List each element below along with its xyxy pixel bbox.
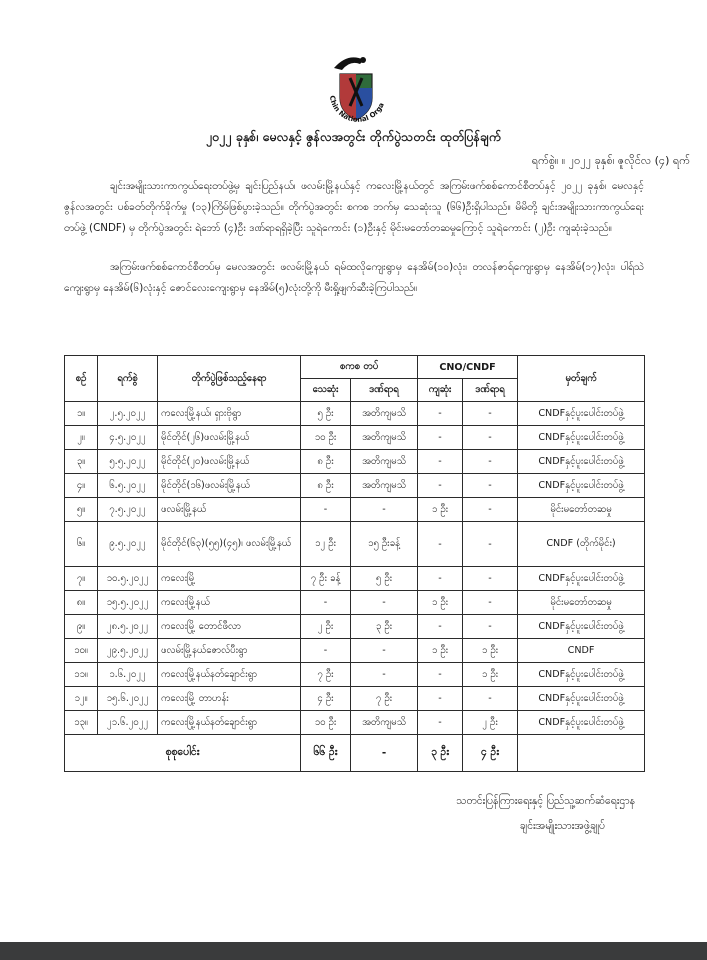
cell-no: ၈။ <box>65 591 98 615</box>
cell-location: ကလေးမြို့နယ် <box>158 591 301 615</box>
cell-no: ၉။ <box>65 615 98 639</box>
paragraph-2: အကြမ်းဖက်စစ်ကောင်စီတပ်မှ မေလအတွင်း ဖလမ်းမြို့နယ် ရမ်ထလိုကျေးရွာမှ နေအိမ်(၁၀)လုံး၊ တလန်ဇာရ်ကျေးရွာမှ နေအိမ်(၁၇)လုံး၊ ပါရ်သဲကျေးရွာမှ နေအိမ်(၆)လုံးနှင့် ဇောင်လေးကျေးရွာမှ နေအိမ်(၅)လုံးတို့ကို မီးရှို့ဖျက်ဆီးခဲ့ကြပါသည်။ <box>64 261 644 294</box>
cell-cndf-killed: ၁ ဦး <box>418 591 463 615</box>
cell-cndf-injured: - <box>463 426 518 450</box>
cell-date: ၂၉.၅.၂၀၂၂ <box>98 639 158 663</box>
cell-cndf-killed: - <box>418 663 463 687</box>
paragraph-1: ချင်းအမျိုးသားကာကွယ်ရေးတပ်ဖွဲ့မှ ချင်းပြည်နယ်၊ ဖလမ်းမြို့နယ်နှင့် ကလေးမြို့နယ်တွင် အကြမ်းဖက်စစ်ကောင်စီတပ်နှင့် ၂၀၂၂ ခုနှစ်၊ မေလနှင့် ဇွန်လအတွင်း ပစ်ခတ်တိုက်ခိုက်မှု (၁၃)ကြိမ်ဖြစ်ပွားခဲ့သည်။ တိုက်ပွဲအတွင်း စကစ ဘက်မှ သေဆုံးသူ (၆၆)ဦးရှိပါသည်။ မိမိတို့ ချင်းအမျိုးသားကာကွယ်ရေးတပ်ဖွဲ့ (CNDF) မှ တိုက်ပွဲအတွင်း ရဲဘော် (၄)ဦး ဒဏ်ရာရရှိခဲ့ပြီး သူရဲကောင်း (၁)ဦးနှင့် မိုင်းမတော်တဆမှုကြောင့် သူရဲကောင်း (၂)ဦး ကျဆုံးခဲ့သည်။ <box>64 180 644 234</box>
table-header-row <box>65 356 645 379</box>
cell-location: ကလေးမြို့နယ်၊ ရှားဗိုရွာ <box>158 402 301 426</box>
header-sac: စကစ တပ် <box>301 356 418 379</box>
cell-cndf-killed: ၁ ဦး <box>418 639 463 663</box>
total-label: စုစုပေါင်း <box>65 735 301 772</box>
cell-remarks: CNDF (တိုက်မိုင်း) <box>518 522 645 567</box>
cell-location: ဖလမ်းမြို့နယ် <box>158 498 301 522</box>
cell-remarks: CNDFနှင့်ပူးပေါင်းတပ်ဖွဲ့ <box>518 474 645 498</box>
cell-cndf-injured: - <box>463 498 518 522</box>
cell-cndf-killed: - <box>418 567 463 591</box>
cell-no: ၁၀။ <box>65 639 98 663</box>
table-total-row <box>65 735 645 772</box>
cell-remarks: CNDFနှင့်ပူးပေါင်းတပ်ဖွဲ့ <box>518 687 645 711</box>
cell-sac-injured: အတိကျမသိ <box>351 426 418 450</box>
cell-no: ၁၂။ <box>65 687 98 711</box>
cell-cndf-killed: - <box>418 615 463 639</box>
total-remarks <box>518 735 645 772</box>
table-row <box>65 567 645 591</box>
cell-sac-injured: ၁၅ ဦးခန့် <box>351 522 418 567</box>
cell-sac-injured: ၇ ဦး <box>351 687 418 711</box>
cell-cndf-injured: ၁ ဦး <box>463 663 518 687</box>
cell-sac-injured: - <box>351 639 418 663</box>
table-row <box>65 663 645 687</box>
battle-report-table <box>64 355 645 772</box>
table-row <box>65 639 645 663</box>
cell-remarks: CNDFနှင့်ပူးပေါင်းတပ်ဖွဲ့ <box>518 402 645 426</box>
cell-cndf-injured: - <box>463 687 518 711</box>
cell-date: ၂၈.၅.၂၀၂၂ <box>98 615 158 639</box>
chin-national-organization-emblem <box>314 48 398 132</box>
cell-date: ၅.၅.၂၀၂၂ <box>98 450 158 474</box>
table-row <box>65 498 645 522</box>
table-row <box>65 426 645 450</box>
cell-no: ၁၃။ <box>65 711 98 735</box>
cell-location: ကလေးမြို့နယ်နတ်ချောင်းရွာ <box>158 663 301 687</box>
table-row <box>65 474 645 498</box>
organization-logo <box>314 48 398 132</box>
cell-cndf-killed: - <box>418 426 463 450</box>
cell-sac-injured: - <box>351 498 418 522</box>
signature-department: သတင်းပြန်ကြားရေးနှင့် ပြည်သူ့ဆက်ဆံရေးဌာန <box>456 795 635 807</box>
header-cndf-killed: ကျဆုံး <box>418 379 463 402</box>
total-sac-injured: - <box>351 735 418 772</box>
cell-date: ၂.၅.၂၀၂၂ <box>98 402 158 426</box>
cell-sac-dead: ၅ ဦး <box>301 402 351 426</box>
cell-cndf-injured: - <box>463 474 518 498</box>
cell-cndf-injured: - <box>463 591 518 615</box>
cell-date: ၁၅.၆.၂၀၂၂ <box>98 687 158 711</box>
cell-cndf-killed: - <box>418 522 463 567</box>
cell-sac-dead: ၁၀ ဦး <box>301 711 351 735</box>
table-row <box>65 711 645 735</box>
cell-cndf-killed: - <box>418 402 463 426</box>
table-row <box>65 522 645 567</box>
cell-no: ၄။ <box>65 474 98 498</box>
cell-date: ၂၁.၆.၂၀၂၂ <box>98 711 158 735</box>
cell-remarks: မိုင်းမတော်တဆမှု <box>518 498 645 522</box>
cell-sac-dead: ၂ ဦး <box>301 615 351 639</box>
cell-date: ၄.၅.၂၀၂၂ <box>98 426 158 450</box>
cell-sac-dead: ၄ ဦး <box>301 687 351 711</box>
cell-cndf-injured: - <box>463 567 518 591</box>
cell-sac-injured: အတိကျမသိ <box>351 450 418 474</box>
cell-location: ကလေးမြို့ တာဟန်း <box>158 687 301 711</box>
header-location: တိုက်ပွဲဖြစ်သည့်နေရာ <box>158 356 301 402</box>
table-row <box>65 402 645 426</box>
cell-cndf-injured: ၁ ဦး <box>463 639 518 663</box>
bottom-bar <box>0 942 707 960</box>
header-cndf: CNO/CNDF <box>418 356 518 379</box>
cell-date: ၁၀.၅.၂၀၂၂ <box>98 567 158 591</box>
cell-cndf-injured: - <box>463 450 518 474</box>
cell-remarks: မိုင်းမတော်တဆမှု <box>518 591 645 615</box>
cell-remarks: CNDFနှင့်ပူးပေါင်းတပ်ဖွဲ့ <box>518 663 645 687</box>
cell-cndf-injured: - <box>463 522 518 567</box>
header-sac-injured: ဒဏ်ရာရ <box>351 379 418 402</box>
cell-location: ကလေးမြို့ <box>158 567 301 591</box>
cell-sac-dead: ၇ ဦး ခန့် <box>301 567 351 591</box>
header-remarks: မှတ်ချက် <box>518 356 645 402</box>
total-cndf-killed: ၃ ဦး <box>418 735 463 772</box>
cell-no: ၂။ <box>65 426 98 450</box>
cell-no: ၃။ <box>65 450 98 474</box>
cell-no: ၆။ <box>65 522 98 567</box>
cell-sac-injured: - <box>351 663 418 687</box>
cell-date: ၆.၅.၂၀၂၂ <box>98 474 158 498</box>
cell-sac-dead: ၈ ဦး <box>301 450 351 474</box>
cell-location: ကလေးမြို့နယ်နတ်ချောင်းရွာ <box>158 711 301 735</box>
cell-location: မိုင်တိုင်(၂၀)ဖလမ်းမြို့နယ် <box>158 450 301 474</box>
signature-organization: ချင်းအမျိုးသားအဖွဲ့ချုပ် <box>519 820 605 832</box>
cell-cndf-killed: - <box>418 474 463 498</box>
table-row <box>65 615 645 639</box>
cell-sac-dead: - <box>301 639 351 663</box>
cell-sac-dead: - <box>301 591 351 615</box>
cell-location: မိုင်တိုင်(၆၃)(၅၅)(၄၅)၊ ဖလမ်းမြို့နယ် <box>158 522 301 567</box>
cell-location: ဖလမ်းမြို့နယ်ဇောလ်ပီးရွာ <box>158 639 301 663</box>
cell-cndf-killed: - <box>418 450 463 474</box>
cell-date: ၁.၆.၂၀၂၂ <box>98 663 158 687</box>
cell-location: ကလေးမြို့ တောင်ဖီလာ <box>158 615 301 639</box>
cell-sac-injured: အတိကျမသိ <box>351 402 418 426</box>
cell-date: ၇.၅.၂၀၂၂ <box>98 498 158 522</box>
cell-remarks: CNDFနှင့်ပူးပေါင်းတပ်ဖွဲ့ <box>518 426 645 450</box>
document-date: ရက်စွဲ။ ။ ၂၀၂၂ ခုနှစ်၊ ဇူလိုင်လ (၄) ရက် <box>531 154 690 167</box>
logo-text: Chin National Orga <box>327 94 386 124</box>
cell-cndf-killed: - <box>418 711 463 735</box>
cell-sac-injured: ၃ ဦး <box>351 615 418 639</box>
cell-cndf-injured: - <box>463 402 518 426</box>
cell-location: မိုင်တိုင်(၂၆)ဖလမ်းမြို့နယ် <box>158 426 301 450</box>
cell-sac-injured: - <box>351 591 418 615</box>
cell-cndf-killed: ၁ ဦး <box>418 498 463 522</box>
cell-no: ၁။ <box>65 402 98 426</box>
cell-remarks: CNDFနှင့်ပူးပေါင်းတပ်ဖွဲ့ <box>518 615 645 639</box>
cell-no: ၅။ <box>65 498 98 522</box>
header-date: ရက်စွဲ <box>98 356 158 402</box>
cell-date: ၉.၅.၂၀၂၂ <box>98 522 158 567</box>
cell-sac-dead: ၁၀ ဦး <box>301 426 351 450</box>
cell-cndf-injured: - <box>463 615 518 639</box>
cell-date: ၁၅.၅.၂၀၂၂ <box>98 591 158 615</box>
table-row <box>65 450 645 474</box>
cell-remarks: CNDFနှင့်ပူးပေါင်းတပ်ဖွဲ့ <box>518 450 645 474</box>
cell-no: ၁၁။ <box>65 663 98 687</box>
cell-sac-injured: အတိကျမသိ <box>351 474 418 498</box>
cell-cndf-killed: - <box>418 687 463 711</box>
cell-sac-dead: - <box>301 498 351 522</box>
cell-remarks: CNDF <box>518 639 645 663</box>
header-sac-dead: သေဆုံး <box>301 379 351 402</box>
cell-sac-injured: ၅ ဦး <box>351 567 418 591</box>
cell-remarks: CNDFနှင့်ပူးပေါင်းတပ်ဖွဲ့ <box>518 711 645 735</box>
cell-sac-dead: ၁၂ ဦး <box>301 522 351 567</box>
cell-location: မိုင်တိုင်(၁၆)ဖလမ်းမြို့နယ် <box>158 474 301 498</box>
total-cndf-injured: ၄ ဦး <box>463 735 518 772</box>
cell-no: ၇။ <box>65 567 98 591</box>
table-row <box>65 591 645 615</box>
cell-remarks: CNDFနှင့်ပူးပေါင်းတပ်ဖွဲ့ <box>518 567 645 591</box>
cell-cndf-injured: ၂ ဦး <box>463 711 518 735</box>
cell-sac-injured: အတိကျမသိ <box>351 711 418 735</box>
cell-sac-dead: ၈ ဦး <box>301 474 351 498</box>
header-cndf-injured: ဒဏ်ရာရ <box>463 379 518 402</box>
table-row <box>65 687 645 711</box>
total-sac-dead: ၆၆ ဦး <box>301 735 351 772</box>
document-title: ၂၀၂၂ ခုနှစ်၊ မေလနှင့် ဇွန်လအတွင်း တိုက်ပွဲသတင်း ထုတ်ပြန်ချက် <box>205 129 502 144</box>
header-no: စဉ် <box>65 356 98 402</box>
cell-sac-dead: ၇ ဦး <box>301 663 351 687</box>
